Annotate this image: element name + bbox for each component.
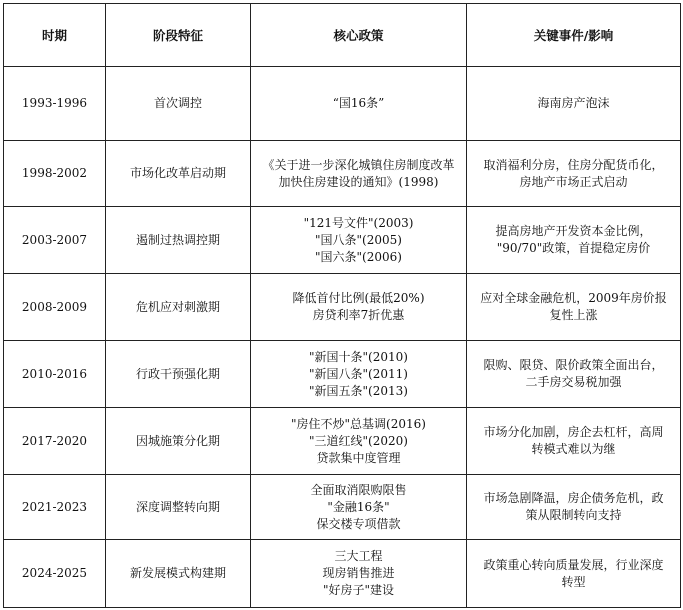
- policy-line: "三道红线"(2020): [309, 433, 408, 448]
- policy-cell: [251, 67, 467, 141]
- policy-cell: [251, 141, 467, 207]
- header-period: 时期: [4, 4, 106, 67]
- table-row: [4, 207, 681, 274]
- policy-cell: [251, 408, 467, 475]
- impact-line: 转型: [561, 574, 586, 589]
- impact-line: 提高房地产开发资本金比例，: [495, 224, 652, 238]
- policy-line: "新国十条"(2010): [309, 349, 408, 364]
- policy-timeline-table: [3, 3, 681, 608]
- policy-line: 全面取消限购限售: [310, 482, 407, 497]
- impact-cell: [467, 475, 681, 540]
- header-impact: 关键事件/影响: [467, 4, 681, 67]
- table-row: [4, 67, 681, 141]
- stage-cell: 首次调控: [106, 67, 251, 141]
- stage-cell: 市场化改革启动期: [106, 141, 251, 207]
- policy-line: 现房销售推进: [322, 566, 395, 580]
- policy-line: 三大工程: [334, 549, 383, 563]
- policy-line: "121号文件"(2003): [303, 215, 414, 230]
- policy-line: "国八条"(2005): [315, 232, 402, 247]
- impact-line: 取消福利分房，住房分配货币化，: [483, 157, 664, 172]
- policy-cell: [251, 540, 467, 608]
- period-cell: 1998-2002: [4, 141, 106, 207]
- policy-line: "房住不炒"总基调(2016): [291, 416, 426, 431]
- impact-line: 二手房交易税加强: [525, 375, 622, 389]
- impact-line: 市场分化加剧，房企去杠杆，高周: [483, 425, 664, 439]
- header-row: [4, 4, 681, 67]
- policy-line: 《关于进一步深化城镇住房制度改革: [262, 157, 455, 172]
- period-cell: 2024-2025: [4, 540, 106, 608]
- impact-line: "90/70"政策，首提稳定房价: [496, 241, 651, 255]
- period-cell: 2008-2009: [4, 274, 106, 341]
- impact-line: 海南房产泡沫: [537, 96, 610, 110]
- period-cell: 2010-2016: [4, 341, 106, 408]
- impact-line: 转模式难以为继: [531, 442, 616, 456]
- table-row: [4, 141, 681, 207]
- impact-cell: [467, 207, 681, 274]
- impact-line: 复性上涨: [549, 308, 598, 322]
- impact-cell: [467, 341, 681, 408]
- impact-line: 市场急剧降温，房企债务危机，政: [483, 491, 664, 505]
- header-policy: 核心政策: [251, 4, 467, 67]
- period-cell: 2003-2007: [4, 207, 106, 274]
- impact-cell: [467, 274, 681, 341]
- stage-cell: 危机应对刺激期: [106, 274, 251, 341]
- stage-cell: 深度调整转向期: [106, 475, 251, 540]
- policy-line: "金融16条": [327, 499, 390, 514]
- period-cell: 2017-2020: [4, 408, 106, 475]
- table-row: [4, 540, 681, 608]
- impact-cell: [467, 141, 681, 207]
- policy-line: 保交楼专项借款: [316, 516, 401, 531]
- impact-line: 应对全球金融危机，2009年房价报: [480, 291, 667, 305]
- header-stage: 阶段特征: [106, 4, 251, 67]
- impact-cell: [467, 408, 681, 475]
- table-row: [4, 274, 681, 341]
- policy-cell: [251, 207, 467, 274]
- table-row: [4, 408, 681, 475]
- policy-cell: [251, 341, 467, 408]
- stage-cell: 因城施策分化期: [106, 408, 251, 475]
- period-cell: 1993-1996: [4, 67, 106, 141]
- policy-line: "好房子"建设: [322, 583, 395, 597]
- policy-line: 降低首付比例(最低20%): [292, 291, 425, 305]
- stage-cell: 行政干预强化期: [106, 341, 251, 408]
- policy-line: 房贷利率7折优惠: [312, 308, 405, 322]
- impact-line: 政策重心转向质量发展，行业深度: [483, 557, 664, 572]
- impact-cell: [467, 67, 681, 141]
- period-cell: 2021-2023: [4, 475, 106, 540]
- impact-line: 限购、限贷、限价政策全面出台，: [483, 358, 664, 372]
- policy-line: "新国五条"(2013): [309, 383, 408, 398]
- policy-line: “国16条”: [332, 96, 385, 110]
- policy-line: 加快住房建设的通知》(1998): [278, 174, 439, 189]
- impact-line: 房地产市场正式启动: [519, 174, 628, 189]
- policy-line: 贷款集中度管理: [316, 450, 401, 465]
- policy-line: "国六条"(2006): [315, 249, 402, 264]
- policy-cell: [251, 475, 467, 540]
- stage-cell: 新发展模式构建期: [106, 540, 251, 608]
- table-row: [4, 341, 681, 408]
- impact-line: 策从限制转向支持: [525, 508, 622, 522]
- impact-cell: [467, 540, 681, 608]
- stage-cell: 遏制过热调控期: [106, 207, 251, 274]
- policy-cell: [251, 274, 467, 341]
- table-row: [4, 475, 681, 540]
- policy-line: "新国八条"(2011): [309, 366, 408, 381]
